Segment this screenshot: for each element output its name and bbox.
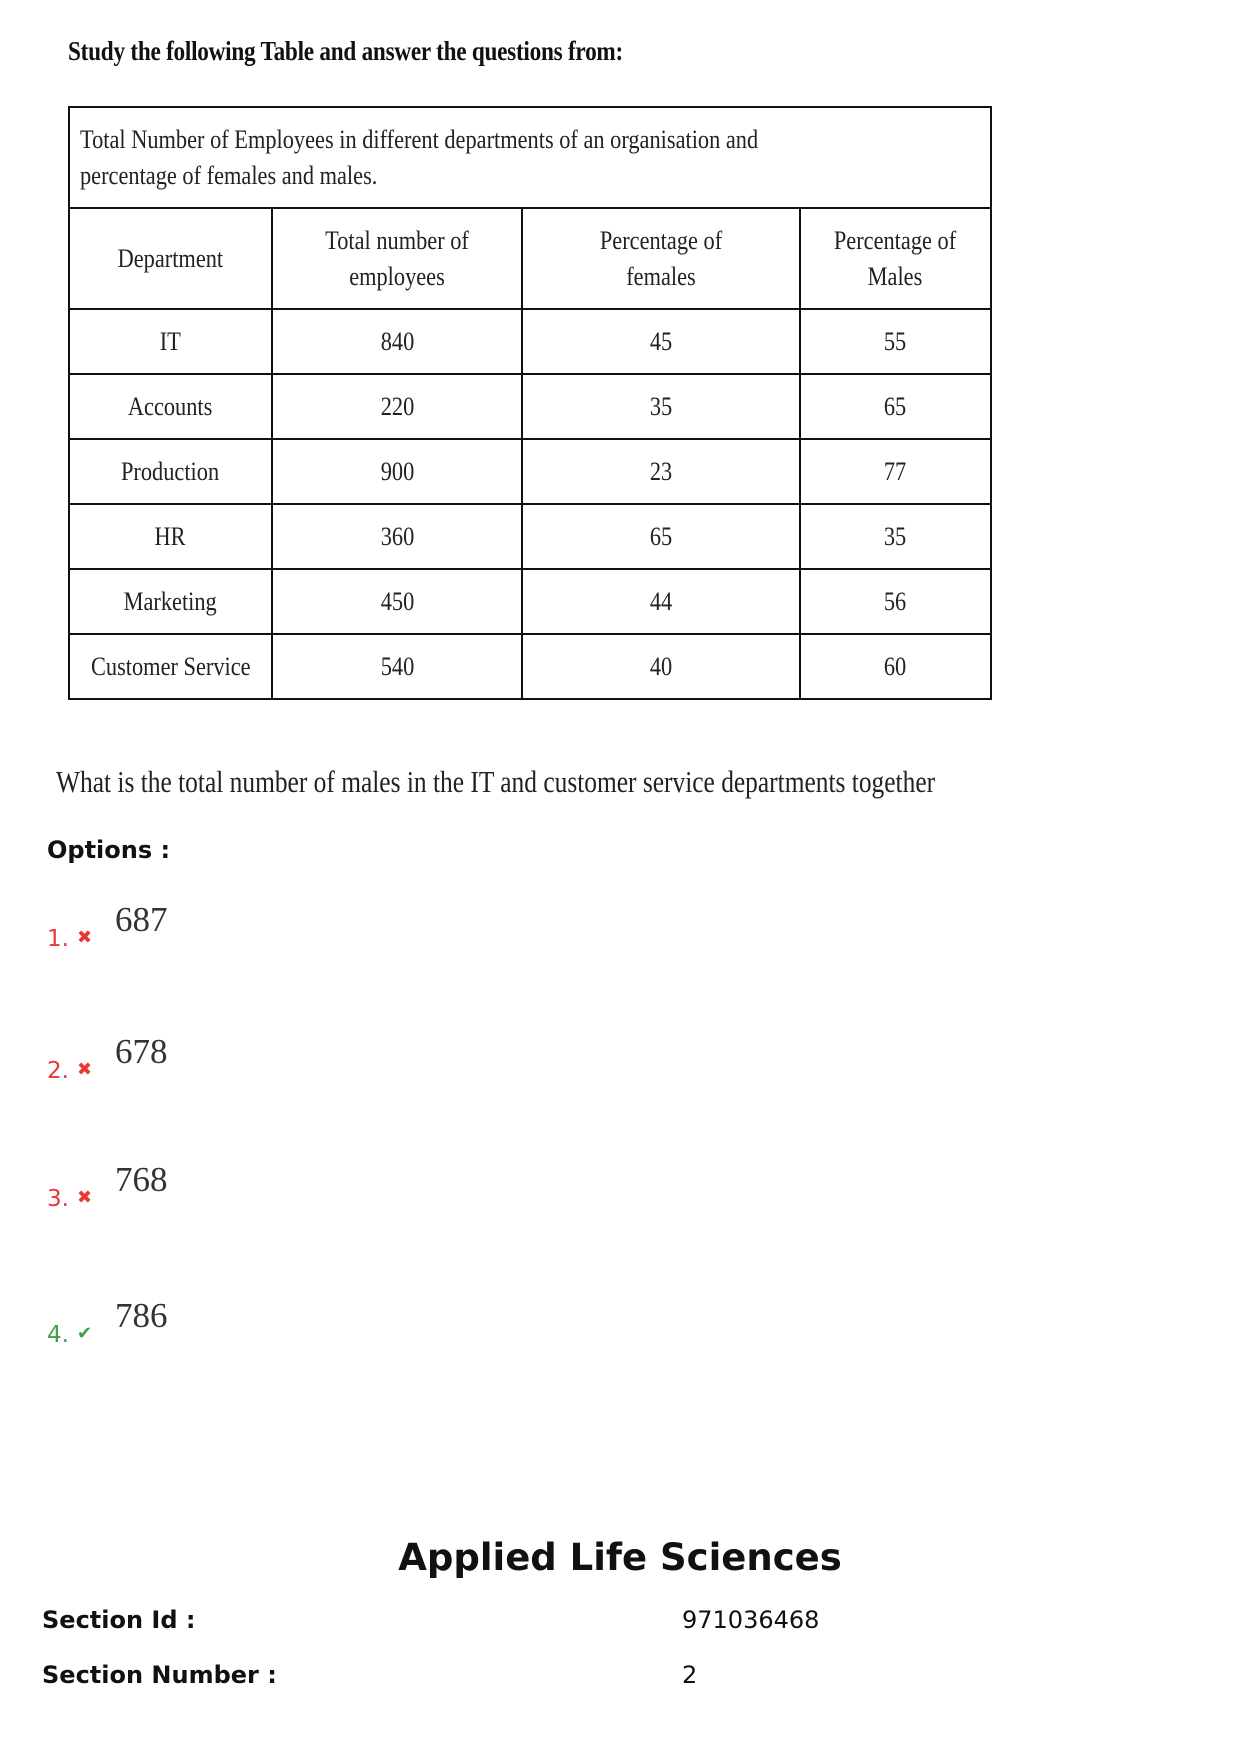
table-cell — [272, 374, 522, 439]
table-cell — [272, 504, 522, 569]
table-cell — [522, 439, 799, 504]
table-cell — [800, 439, 991, 504]
department-name: Marketing — [123, 586, 218, 616]
department-name: Accounts — [128, 391, 213, 421]
column-header — [522, 208, 799, 309]
check-icon: ✔ — [77, 1323, 93, 1344]
options-label: Options : — [47, 836, 171, 864]
section-id-label: Section Id : — [42, 1606, 196, 1634]
section-title: Applied Life Sciences — [398, 1536, 842, 1579]
total-employees: 540 — [380, 651, 414, 681]
section-number-value: 2 — [682, 1661, 698, 1689]
question-instruction-heading: Study the following Table and answer the questions from: — [68, 36, 623, 66]
cross-icon: ✖ — [77, 927, 93, 948]
option-number: 2. — [47, 1058, 69, 1084]
table-cell — [272, 634, 522, 699]
total-employees: 900 — [380, 456, 414, 486]
male-percentage: 35 — [884, 521, 907, 551]
table-cell — [522, 634, 799, 699]
male-percentage: 56 — [884, 586, 907, 616]
table-cell — [272, 439, 522, 504]
female-percentage: 44 — [649, 586, 673, 616]
option-value: 678 — [115, 1032, 168, 1071]
female-percentage: 35 — [649, 391, 673, 421]
table-row — [69, 374, 991, 439]
question-text: What is the total number of males in the IT and customer service departments together — [56, 764, 936, 799]
section-id-value: 971036468 — [682, 1606, 820, 1634]
table-row — [69, 634, 991, 699]
table-row — [69, 569, 991, 634]
option-number: 1. — [47, 926, 69, 952]
table-cell — [272, 309, 522, 374]
female-percentage: 40 — [649, 651, 673, 681]
option-value: 786 — [115, 1296, 168, 1335]
male-percentage: 77 — [884, 456, 907, 486]
column-header — [800, 208, 991, 309]
total-employees: 360 — [380, 521, 414, 551]
column-header-label: Total number of employees — [325, 225, 470, 291]
male-percentage: 65 — [884, 391, 907, 421]
table-caption-cell — [69, 107, 991, 208]
table-cell — [272, 569, 522, 634]
table-cell — [69, 309, 272, 374]
male-percentage: 60 — [884, 651, 907, 681]
table-cell — [522, 569, 799, 634]
table-row — [69, 309, 991, 374]
female-percentage: 45 — [649, 326, 673, 356]
table-cell — [522, 309, 799, 374]
table-cell — [800, 504, 991, 569]
table-cell — [800, 569, 991, 634]
column-header-label: Department — [117, 243, 224, 273]
column-header — [69, 208, 272, 309]
column-header-label: Percentage of Males — [834, 225, 957, 291]
female-percentage: 65 — [649, 521, 673, 551]
female-percentage: 23 — [649, 456, 673, 486]
option-number: 4. — [47, 1322, 69, 1348]
table-cell — [69, 439, 272, 504]
table-caption: Total Number of Employees in different departments of an organisation and percentage of females and males. — [80, 124, 759, 190]
table-cell — [69, 374, 272, 439]
section-number-label: Section Number : — [42, 1661, 277, 1689]
table-row — [69, 439, 991, 504]
option-number: 3. — [47, 1186, 69, 1212]
column-header — [272, 208, 522, 309]
table-cell — [69, 504, 272, 569]
option-value: 687 — [115, 900, 168, 939]
department-name: HR — [154, 521, 187, 551]
table-row — [69, 504, 991, 569]
total-employees: 220 — [380, 391, 414, 421]
cross-icon: ✖ — [77, 1187, 93, 1208]
table-cell — [69, 569, 272, 634]
table-header-row — [69, 208, 991, 309]
department-name: Customer Service — [90, 651, 251, 681]
table-cell — [522, 374, 799, 439]
cross-icon: ✖ — [77, 1059, 93, 1080]
table-cell — [522, 504, 799, 569]
table-caption-row — [69, 107, 991, 208]
department-name: Production — [121, 456, 220, 486]
total-employees: 450 — [380, 586, 414, 616]
table-cell — [800, 309, 991, 374]
male-percentage: 55 — [884, 326, 907, 356]
employee-data-table — [68, 106, 992, 700]
column-header-label: Percentage of females — [600, 225, 723, 291]
table-cell — [69, 634, 272, 699]
option-value: 768 — [115, 1160, 168, 1199]
total-employees: 840 — [380, 326, 414, 356]
department-name: IT — [159, 326, 182, 356]
table-cell — [800, 374, 991, 439]
table-cell — [800, 634, 991, 699]
